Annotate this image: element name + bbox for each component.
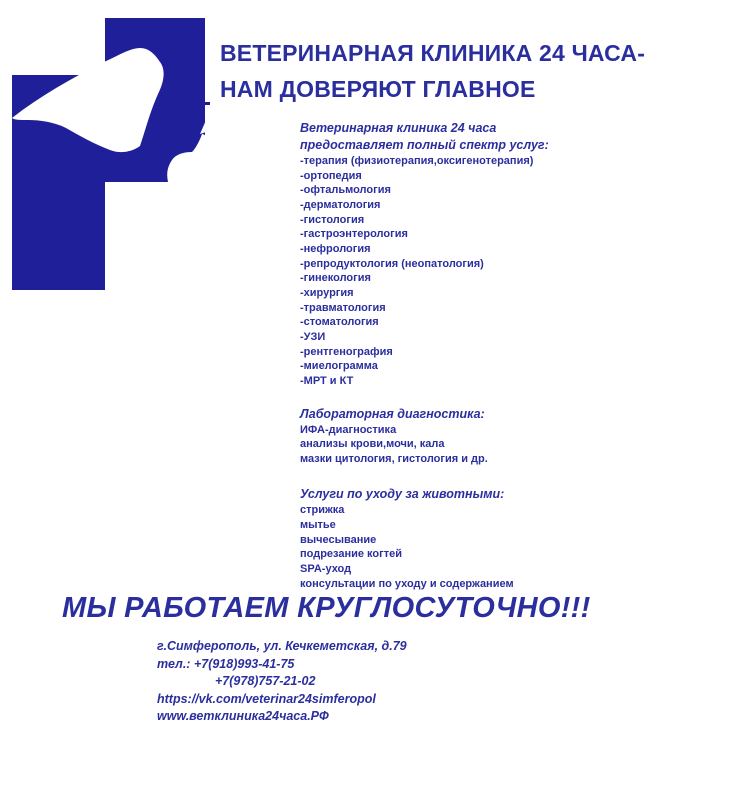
service-item: -хирургия <box>300 286 354 299</box>
lab-list <box>300 423 720 467</box>
service-item: -терапия (физиотерапия,оксигенотерапия) <box>300 155 534 167</box>
service-item: -нефрология <box>300 242 371 255</box>
service-item: -офтальмология <box>300 184 391 197</box>
service-item: -ортопедия <box>300 169 362 182</box>
clinic-title-line1: ВЕТЕРИНАРНАЯ КЛИНИКА 24 ЧАСА- <box>220 40 646 66</box>
care-item: стрижка <box>300 504 345 517</box>
lab-item: анализы крови,мочи, кала <box>300 438 445 451</box>
lab-item: мазки цитология, гистология и др. <box>300 452 488 465</box>
service-item: -МРТ и КТ <box>300 374 354 387</box>
service-item: -гистология <box>300 213 365 226</box>
address-text: г.Симферополь, ул. Кечкеметская, д.79 <box>157 639 407 653</box>
care-item: вычесывание <box>300 533 377 546</box>
phone-primary: тел.: +7(918)993-41-75 <box>157 656 295 671</box>
info-column <box>300 120 720 591</box>
care-heading: Услуги по уходу за животными: <box>300 487 505 502</box>
website-link[interactable]: www.ветклиника24часа.РФ <box>157 709 329 723</box>
service-item: -гастроэнтерология <box>300 228 408 241</box>
care-item: консультации по уходу и содержанием <box>300 577 514 590</box>
care-item: подрезание когтей <box>300 548 402 561</box>
care-list <box>300 503 720 591</box>
service-item: -миелограмма <box>300 360 378 373</box>
service-item: -травматология <box>300 301 386 314</box>
lab-heading: Лабораторная диагностика: <box>300 406 485 421</box>
contacts-block <box>157 638 407 726</box>
service-item: -репродуктология (неопатология) <box>300 257 484 270</box>
services-heading-line2: предоставляет полный спектр услуг: <box>300 138 549 152</box>
vk-link[interactable]: https://vk.com/veterinar24simferopol <box>157 691 376 706</box>
service-item: -УЗИ <box>300 330 326 343</box>
care-item: SPA-уход <box>300 563 352 576</box>
services-list <box>300 154 720 389</box>
service-item: -рентгенография <box>300 345 393 358</box>
service-item: -гинекология <box>300 272 371 285</box>
care-item: мытье <box>300 519 336 532</box>
service-item: -стоматология <box>300 316 379 329</box>
lab-item: ИФА-диагностика <box>300 423 397 436</box>
phone-secondary: +7(978)757-21-02 <box>215 674 316 688</box>
service-item: -дерматология <box>300 198 381 211</box>
clinic-title-line2: НАМ ДОВЕРЯЮТ ГЛАВНОЕ <box>220 76 536 102</box>
services-heading-line1: Ветеринарная клиника 24 часа <box>300 121 497 135</box>
veterinary-cross-dog-cat-icon <box>0 0 220 295</box>
open-24h-banner: МЫ РАБОТАЕМ КРУГЛОСУТОЧНО!!! <box>62 592 591 624</box>
